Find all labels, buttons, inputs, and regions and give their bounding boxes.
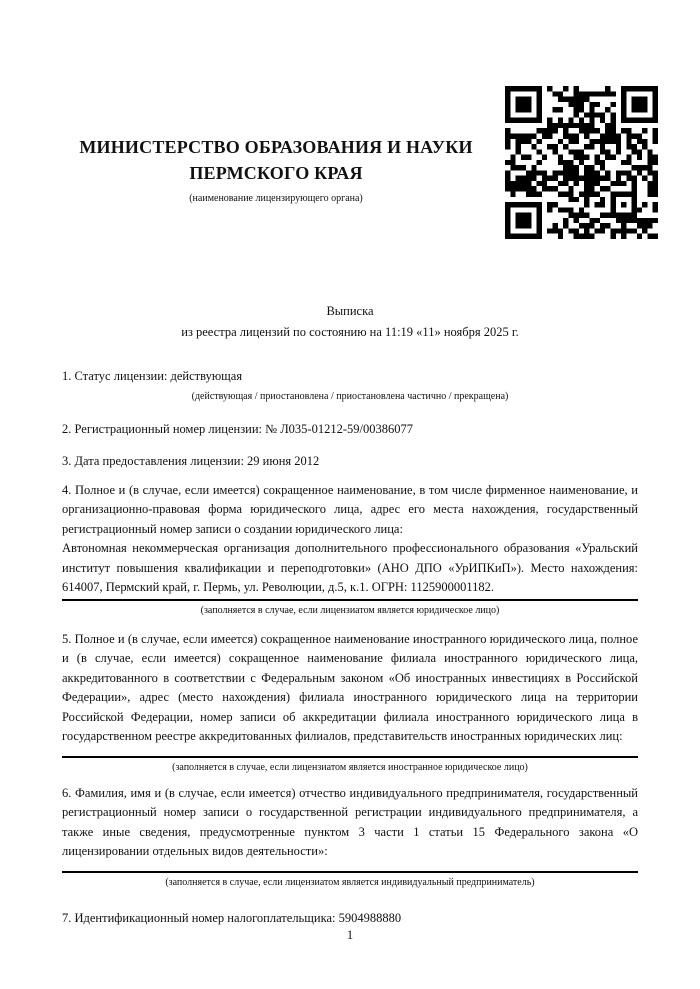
document-title-block bbox=[62, 301, 638, 343]
ministry-name-line2: ПЕРМСКОГО КРАЯ bbox=[189, 163, 363, 183]
entrepreneur-label: 6. Фамилия, имя и (в случае, если имеется) отчество индивидуального предпринимателя, государственный регистрационный номер записи о государственной регистрации индивидуального предпринимателя, а также иные сведения, предусмотренные пунктом 3 части 1 статьи 15 Федерального закона «О лицензировании отдельных видов деятельности»: bbox=[62, 785, 638, 858]
fill-line bbox=[62, 871, 638, 873]
document-title: Выписка bbox=[326, 304, 374, 318]
page-number: 1 bbox=[346, 928, 354, 942]
entrepreneur-caption: (заполняется в случае, если лицензиатом является индивидуальный предприниматель) bbox=[165, 876, 535, 888]
legal-entity-label: 4. Полное и (в случае, если имеется) сокращенное наименование, в том числе фирменное наименование, и организационно-правовая форма юридического лица, адрес его места нахождения, государственный регистрационный номер записи о создании юридического лица: bbox=[62, 482, 638, 536]
ministry-caption: (наименование лицензирующего органа) bbox=[189, 193, 363, 204]
fill-line bbox=[62, 599, 638, 601]
document-body bbox=[62, 301, 638, 928]
foreign-entity-caption: (заполняется в случае, если лицензиатом является иностранное юридическое лицо) bbox=[172, 761, 528, 773]
fill-line bbox=[62, 756, 638, 758]
qr-code bbox=[505, 86, 658, 239]
status-options-caption: (действующая / приостановлена / приостановлена частично / прекращена) bbox=[191, 390, 509, 402]
document-subtitle: из реестра лицензий по состоянию на 11:19 «11» ноября 2025 г. bbox=[181, 325, 519, 339]
grant-date-line: 3. Дата предоставления лицензии: 29 июня 2012 bbox=[62, 454, 320, 468]
legal-entity-section bbox=[62, 481, 638, 617]
registration-number-line: 2. Регистрационный номер лицензии: № Л035-01212-59/00386077 bbox=[62, 421, 413, 436]
license-status-line: 1. Статус лицензии: действующая bbox=[62, 369, 243, 383]
legal-entity-caption: (заполняется в случае, если лицензиатом является юридическое лицо) bbox=[200, 604, 500, 616]
foreign-entity-section bbox=[62, 630, 638, 774]
taxpayer-number-line: 7. Идентификационный номер налогоплательщика: 5904988880 bbox=[62, 910, 402, 925]
ministry-name-line1: МИНИСТЕРСТВО ОБРАЗОВАНИЯ И НАУКИ bbox=[79, 137, 473, 157]
licensing-authority-header bbox=[62, 134, 490, 205]
entrepreneur-section bbox=[62, 784, 638, 889]
foreign-entity-label: 5. Полное и (в случае, если имеется) сокращенное наименование иностранного юридического лица, полное и (в случае, если имеется) сокращенное наименование филиала иностранного юридического лица, аккредитованного в соответствии с Федеральным законом «Об иностранных инвестициях в Российской Федерации», адрес (место нахождения) филиала иностранного юридического лица на территории Российской Федерации, номер записи об аккредитации филиала иностранного юридического лица в государственном реестре аккредитованных филиалов, представительств иностранных юридических лиц: bbox=[62, 631, 638, 743]
legal-entity-value: Автономная некоммерческая организация дополнительного профессионального образования «Уральский институт повышения квалификации и переподготовки» (АНО ДПО «УрИПКиП»). Место нахождения: 614007, Пермский край, г. Пермь, ул. Революции, д.5, к.1. ОГРН: 1125900001182. bbox=[62, 541, 638, 594]
